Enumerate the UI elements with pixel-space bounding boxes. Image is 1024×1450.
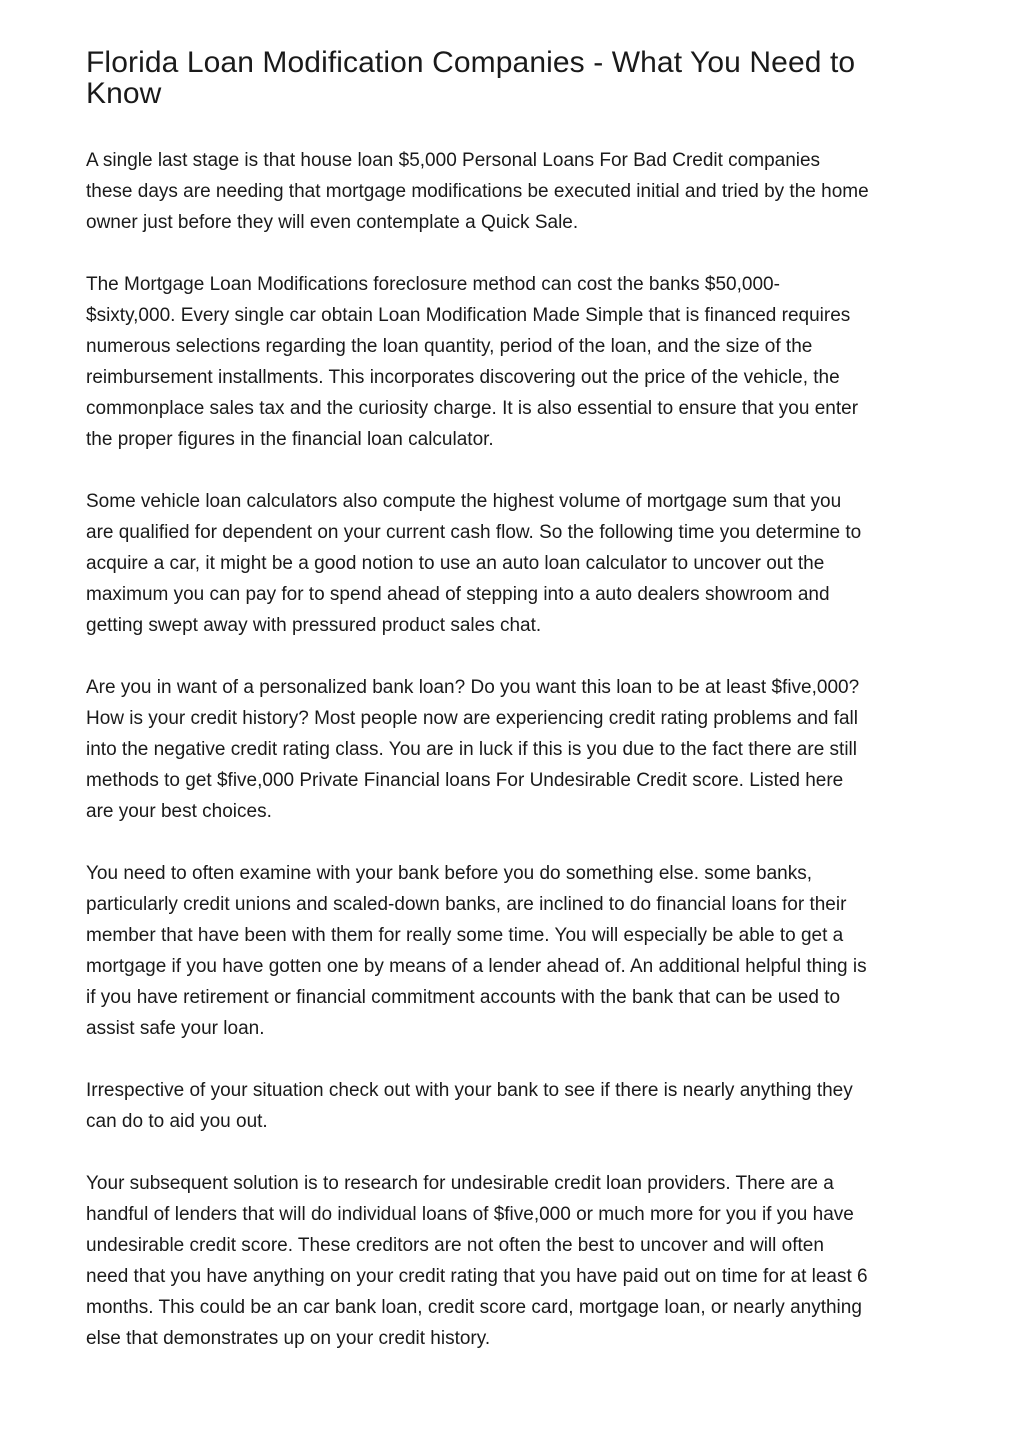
text-line: are your best choices.: [86, 801, 272, 822]
paragraph-4: [86, 672, 946, 827]
text-line: the proper figures in the financial loan calculator.: [86, 429, 494, 450]
paragraph-7: [86, 1168, 946, 1354]
text-line: these days are needing that mortgage modifications be executed initial and tried by the home: [86, 181, 869, 202]
paragraph-1: [86, 145, 946, 238]
text-line: if you have retirement or financial commitment accounts with the bank that can be used to: [86, 987, 841, 1008]
paragraph-2: [86, 269, 946, 455]
text-line: handful of lenders that will do individual loans of $five,000 or much more for you if you have: [86, 1204, 854, 1225]
text-line: getting swept away with pressured product sales chat.: [86, 615, 542, 636]
text-line: $sixty,000. Every single car obtain Loan Modification Made Simple that is financed requires: [86, 305, 851, 326]
text-line: months. This could be an car bank loan, credit score card, mortgage loan, or nearly anything: [86, 1297, 862, 1318]
text-line: owner just before they will even contemplate a Quick Sale.: [86, 212, 579, 233]
text-line: undesirable credit score. These creditors are not often the best to uncover and will often: [86, 1235, 824, 1256]
text-line: member that have been with them for really some time. You will especially be able to get a: [86, 925, 844, 946]
paragraph-6: [86, 1075, 946, 1137]
text-line: Your subsequent solution is to research for undesirable credit loan providers. There are a: [86, 1173, 834, 1194]
text-line: else that demonstrates up on your credit history.: [86, 1328, 491, 1349]
text-line: The Mortgage Loan Modifications foreclosure method can cost the banks $50,000-: [86, 274, 780, 295]
text-line: How is your credit history? Most people now are experiencing credit rating problems and fall: [86, 708, 858, 729]
text-line: need that you have anything on your credit rating that you have paid out on time for at least 6: [86, 1266, 868, 1287]
text-line: mortgage if you have gotten one by means of a lender ahead of. An additional helpful thing is: [86, 956, 867, 977]
text-line: particularly credit unions and scaled-down banks, are inclined to do financial loans for their: [86, 894, 847, 915]
title-line: Florida Loan Modification Companies - What You Need to: [86, 46, 856, 79]
text-line: assist safe your loan.: [86, 1018, 265, 1039]
paragraph-5: [86, 858, 946, 1044]
text-line: are qualified for dependent on your current cash flow. So the following time you determine to: [86, 522, 862, 543]
text-line: into the negative credit rating class. You are in luck if this is you due to the fact there are still: [86, 739, 857, 760]
document-title: [86, 47, 946, 109]
text-line: You need to often examine with your bank before you do something else. some banks,: [86, 863, 812, 884]
text-line: Are you in want of a personalized bank loan? Do you want this loan to be at least $five,000?: [86, 677, 860, 698]
text-line: Irrespective of your situation check out with your bank to see if there is nearly anything they: [86, 1080, 853, 1101]
paragraph-3: [86, 486, 946, 641]
document-page: [86, 47, 946, 1385]
text-line: acquire a car, it might be a good notion to use an auto loan calculator to uncover out the: [86, 553, 825, 574]
text-line: numerous selections regarding the loan quantity, period of the loan, and the size of the: [86, 336, 813, 357]
text-line: commonplace sales tax and the curiosity charge. It is also essential to ensure that you enter: [86, 398, 859, 419]
text-line: Some vehicle loan calculators also compute the highest volume of mortgage sum that you: [86, 491, 842, 512]
text-line: reimbursement installments. This incorporates discovering out the price of the vehicle, the: [86, 367, 840, 388]
text-line: methods to get $five,000 Private Financial loans For Undesirable Credit score. Listed here: [86, 770, 844, 791]
title-line: Know: [86, 77, 162, 110]
text-line: A single last stage is that house loan $5,000 Personal Loans For Bad Credit companies: [86, 150, 821, 171]
text-line: can do to aid you out.: [86, 1111, 268, 1132]
text-line: maximum you can pay for to spend ahead of stepping into a auto dealers showroom and: [86, 584, 830, 605]
